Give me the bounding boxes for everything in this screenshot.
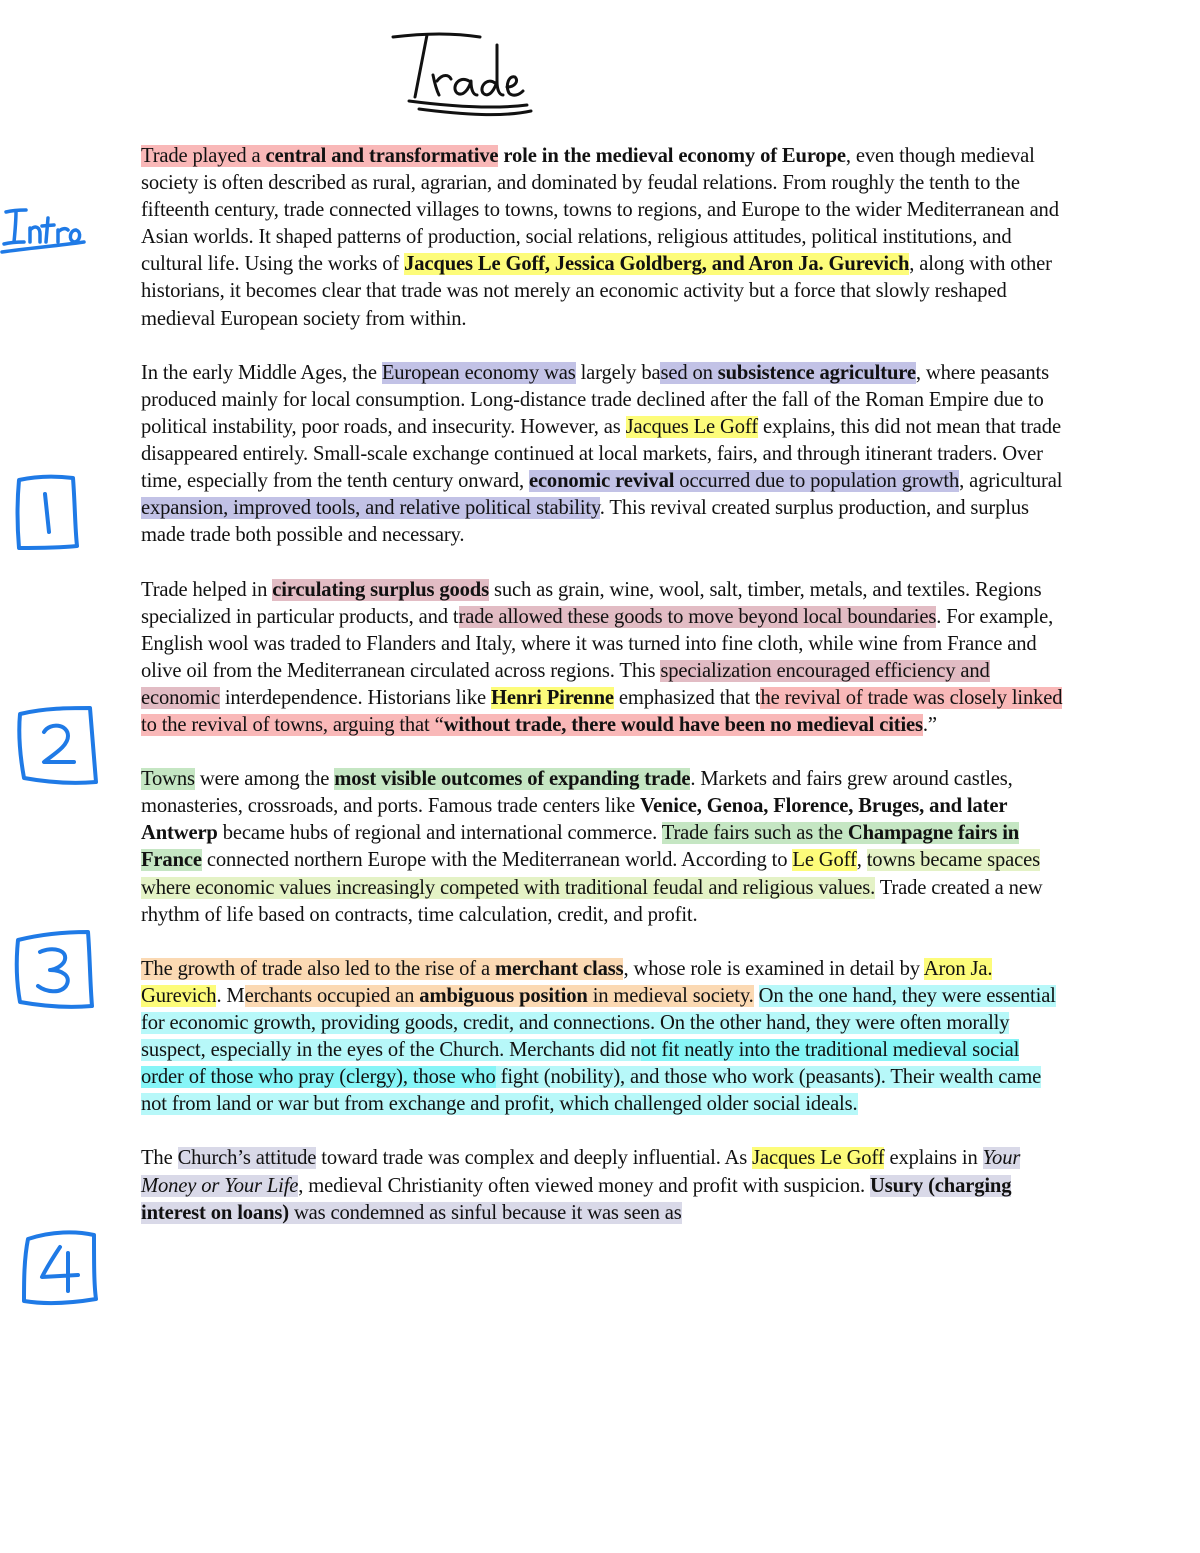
- text-run: , medieval Christianity often viewed money and profit with suspicion.: [298, 1174, 871, 1197]
- marker-4-text: 4: [12, 1225, 13, 1226]
- highlighted-text: Towns: [141, 768, 195, 791]
- text-run: .”: [922, 713, 937, 736]
- text-run: , where peasants produced mainly for local consumption. Long-distance trade declined after the fall of the Roman Empire due to political instability, poor roads, and insecurity. However, as: [141, 361, 1049, 438]
- highlighted-text: Aron Ja. Gurevich: [141, 957, 993, 1007]
- text-run: were among the: [194, 768, 335, 791]
- highlighted-text: ot fit neatly into the traditional medieval social order of those who pray (clergy), those who: [141, 1039, 1020, 1089]
- highlighted-text: specialization encouraged efficiency and economic: [141, 659, 990, 709]
- text-run: became hubs of regional and international commerce.: [217, 822, 662, 845]
- highlighted-text: rade allowed these goods to move beyond local boundaries: [458, 605, 937, 628]
- highlighted-text: [495, 958, 624, 980]
- highlighted-text: [334, 768, 690, 790]
- text-run: ,: [856, 849, 867, 872]
- marker-3-text: 3: [8, 922, 9, 923]
- highlighted-text: Church’s attitude: [177, 1147, 317, 1170]
- bold-text: Usury (charging interest on loans): [141, 1174, 1012, 1224]
- highlighted-text: [266, 145, 499, 167]
- text-run: , even though medieval society is often described as rural, agrarian, and dominated by feudal relations. From roughly the tenth to the fifteenth century, trade connected villages to towns, towns to regions, and Europe to the wider Mediterranean and Asian worlds. It shaped patterns of production, social relations, religious attitudes, political institutions, and cultural life. Using the works of: [141, 145, 1059, 276]
- highlighted-text: towns became spaces where economic values increasingly competed with traditional feudal and religious values.: [141, 849, 1041, 899]
- handwritten-marker-3: [8, 922, 108, 1022]
- highlighted-text: [718, 362, 916, 384]
- highlighted-text: expansion, improved tools, and relative political stability: [141, 497, 600, 520]
- highlighted-text: [444, 714, 923, 736]
- text-run: toward trade was complex and deeply influential. As: [316, 1147, 753, 1170]
- highlighted-text: On the one hand, they were essential for economic growth, providing goods, credit, and connections. On the other hand, they were often morally suspect, especially in the eyes of the Church. Merchants did n: [141, 984, 1056, 1062]
- document-body: [141, 143, 1066, 1254]
- bold-text: Champagne fairs in France: [141, 822, 1020, 872]
- highlighted-text: [529, 470, 674, 492]
- highlighted-text: Le Goff: [792, 849, 857, 872]
- highlighted-text: erchants occupied an: [244, 984, 420, 1007]
- highlighted-text: [419, 985, 587, 1007]
- italic-text: Your Money or Your Life: [141, 1147, 1021, 1197]
- highlighted-text: [491, 687, 614, 709]
- bold-text: merchant class: [494, 957, 624, 980]
- highlighted-text: in medieval society.: [587, 984, 754, 1007]
- highlighted-text: was condemned as sinful because it was seen as: [288, 1201, 682, 1224]
- bold-text: ambiguous position: [419, 984, 588, 1007]
- text-run: . M: [216, 984, 245, 1007]
- highlighted-text: Jacques Le Goff: [625, 415, 758, 438]
- handwritten-intro-label: [0, 198, 86, 258]
- marker-2-text: 2: [10, 700, 11, 701]
- text-run: The: [141, 1147, 178, 1170]
- bold-text: economic revival: [528, 470, 675, 493]
- text-run: [498, 145, 845, 167]
- highlighted-text: sed on: [660, 361, 718, 384]
- highlighted-text: Trade fairs such as the: [661, 822, 848, 845]
- text-run: . For example, English wool was traded to Flanders and Italy, where it was turned into fine cloth, while wine from France and olive oil from the Mediterranean circulated across regions. This: [141, 605, 1054, 682]
- text-run: explains, this did not mean that trade disappeared entirely. Small-scale exchange continued at local markets, fairs, and through itinerant traders. Over time, especially from the tenth century onward,: [141, 415, 1061, 493]
- highlighted-text: The growth of trade also led to the rise of a: [141, 957, 495, 980]
- paragraph-4: [141, 766, 1066, 929]
- bold-text: subsistence agriculture: [717, 361, 916, 384]
- paragraph-3: [141, 577, 1066, 740]
- text-run: such as grain, wine, wool, salt, timber, metals, and textiles. Regions specialized in particular products, and t: [141, 578, 1042, 628]
- paragraph-2: [141, 360, 1066, 550]
- highlighted-text: [404, 253, 909, 275]
- handwritten-title-text: Trade: [385, 25, 388, 26]
- text-run: Trade created a new rhythm of life based on contracts, time calculation, credit, and profit.: [141, 876, 1043, 926]
- bold-text: Jacques Le Goff, Jessica Goldberg, and Aron Ja. Gurevich: [404, 253, 910, 276]
- text-run: In the early Middle Ages, the: [141, 361, 382, 384]
- text-run: Trade helped in: [141, 578, 273, 601]
- text-run: . This revival created surplus production, and surplus made trade both possible and necessary.: [141, 497, 1029, 547]
- text-run: , along with other historians, it becomes clear that trade was not merely an economic activity but a force that slowly reshaped medieval European society from within.: [141, 253, 1052, 330]
- marker-1-text: 1: [5, 468, 6, 469]
- highlighted-text: he revival of trade was closely linked to the revival of towns, arguing that “: [141, 686, 1063, 736]
- bold-text: Venice, Genoa, Florence, Bruges, and later Antwerp: [141, 795, 1007, 845]
- text-run: [754, 985, 759, 1007]
- bold-text: role in the medieval economy of Europe: [498, 145, 846, 167]
- text-run: connected northern Europe with the Mediterranean world. According to: [201, 849, 793, 872]
- highlighted-text: Trade played a: [141, 145, 266, 167]
- paragraph-1: [141, 143, 1066, 333]
- bold-text: most visible outcomes of expanding trade: [334, 768, 691, 791]
- text-run: interdependence. Historians like: [219, 686, 491, 709]
- highlighted-text: European economy was: [381, 361, 576, 384]
- text-run: , agricultural: [959, 470, 1063, 493]
- highlighted-text: fight (nobility), and those who work (peasants). Their wealth came not from land or war but from exchange and profit, which challenged older social ideals.: [141, 1066, 1042, 1116]
- text-run: , whose role is examined in detail by: [623, 957, 924, 980]
- text-run: . Markets and fairs grew around castles, monasteries, crossroads, and ports. Famous trade centers like: [141, 768, 1013, 818]
- highlighted-text: Jacques Le Goff: [752, 1147, 885, 1170]
- highlighted-text: [272, 579, 489, 601]
- bold-text: Henri Pirenne: [490, 686, 614, 709]
- handwritten-marker-4: [12, 1225, 112, 1325]
- text-run: emphasized that t: [613, 686, 761, 709]
- text-run: largely ba: [575, 361, 661, 384]
- paragraph-5: [141, 956, 1066, 1119]
- bold-text: without trade, there would have been no medieval cities: [443, 713, 923, 736]
- bold-text: circulating surplus goods: [272, 578, 489, 601]
- text-run: explains in: [884, 1147, 983, 1170]
- paragraph-6: [141, 1145, 1066, 1226]
- bold-text: central and transformative: [265, 145, 499, 167]
- handwritten-intro-text: Intro: [0, 198, 2, 199]
- handwritten-marker-2: [10, 700, 110, 800]
- highlighted-text: occurred due to population growth: [674, 470, 960, 493]
- handwritten-marker-1: [5, 468, 105, 568]
- handwritten-title: [385, 25, 545, 120]
